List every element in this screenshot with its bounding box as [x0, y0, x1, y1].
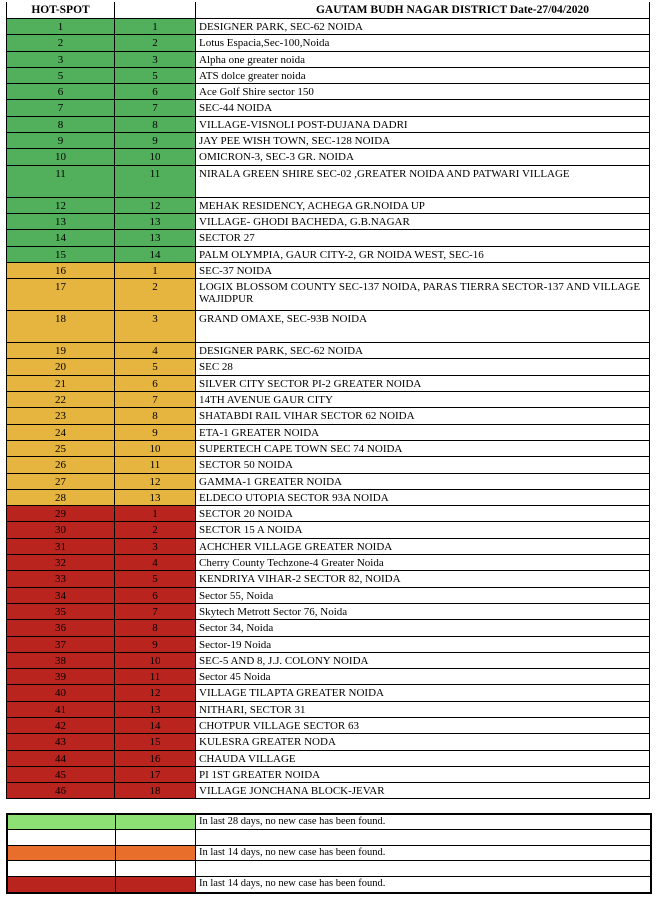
hotspot-number: 38	[6, 653, 114, 668]
hotspot-location: ACHCHER VILLAGE GREATER NOIDA	[195, 539, 650, 554]
hotspot-location: GAMMA-1 GREATER NOIDA	[195, 474, 650, 489]
hotspot-number: 24	[6, 425, 114, 440]
legend	[6, 813, 652, 894]
hotspot-location: JAY PEE WISH TOWN, SEC-128 NOIDA	[195, 133, 650, 148]
hotspot-number: 26	[6, 457, 114, 472]
table-row	[6, 457, 650, 473]
spacer-row	[6, 799, 650, 813]
zone-serial: 12	[114, 474, 195, 489]
zone-serial: 9	[114, 425, 195, 440]
hotspot-number: 31	[6, 539, 114, 554]
legend-swatch	[115, 846, 195, 860]
table-row	[6, 19, 650, 35]
hotspot-location: SEC-37 NOIDA	[195, 263, 650, 278]
table-body	[6, 19, 650, 813]
hotspot-location: SECTOR 27	[195, 230, 650, 245]
table-row	[6, 35, 650, 51]
legend-swatch	[115, 830, 195, 844]
legend-swatch	[115, 861, 195, 875]
hotspot-number: 18	[6, 311, 114, 342]
hotspot-location: CHAUDA VILLAGE	[195, 751, 650, 766]
legend-text: In last 14 days, no new case has been found.	[195, 846, 650, 860]
zone-serial: 2	[114, 522, 195, 537]
hotspot-number: 43	[6, 734, 114, 749]
table-row	[6, 52, 650, 68]
hotspot-number: 5	[6, 68, 114, 83]
table-row	[6, 343, 650, 359]
hotspot-number: 23	[6, 408, 114, 423]
table-row	[6, 425, 650, 441]
hotspot-number: 19	[6, 343, 114, 358]
hotspot-location: Sector-19 Noida	[195, 637, 650, 652]
table-row	[6, 84, 650, 100]
zone-serial: 2	[114, 35, 195, 50]
hotspot-location: VILLAGE JONCHANA BLOCK-JEVAR	[195, 783, 650, 798]
table-row	[6, 767, 650, 783]
hotspot-number: 37	[6, 637, 114, 652]
zone-serial: 13	[114, 702, 195, 717]
hotspot-location: SEC-44 NOIDA	[195, 100, 650, 115]
legend-text: In last 28 days, no new case has been found.	[195, 815, 650, 829]
hotspot-number: 2	[6, 35, 114, 50]
table-row	[6, 279, 650, 311]
table-row	[6, 506, 650, 522]
hotspot-number: 10	[6, 149, 114, 164]
legend-row	[8, 830, 650, 845]
zone-serial: 14	[114, 718, 195, 733]
zone-serial: 8	[114, 620, 195, 635]
table-header	[6, 2, 650, 19]
hotspot-location: Alpha one greater noida	[195, 52, 650, 67]
table-row	[6, 100, 650, 116]
legend-swatch	[8, 877, 115, 892]
hotspot-location: Sector 45 Noida	[195, 669, 650, 684]
zone-serial: 17	[114, 767, 195, 782]
table-row	[6, 68, 650, 84]
zone-serial: 13	[114, 490, 195, 505]
zone-serial: 9	[114, 637, 195, 652]
hotspot-location: VILLAGE TILAPTA GREATER NOIDA	[195, 685, 650, 700]
zone-serial: 11	[114, 457, 195, 472]
hotspot-number: 22	[6, 392, 114, 407]
header-zone-number	[114, 2, 195, 18]
zone-serial: 6	[114, 588, 195, 603]
table-row	[6, 490, 650, 506]
hotspot-location: ETA-1 GREATER NOIDA	[195, 425, 650, 440]
table-row	[6, 637, 650, 653]
hotspot-location: 14TH AVENUE GAUR CITY	[195, 392, 650, 407]
legend-swatch	[8, 846, 115, 860]
table-row	[6, 311, 650, 343]
hotspot-location: SUPERTECH CAPE TOWN SEC 74 NOIDA	[195, 441, 650, 456]
hotspot-number: 7	[6, 100, 114, 115]
hotspot-number: 44	[6, 751, 114, 766]
hotspot-location: SECTOR 15 A NOIDA	[195, 522, 650, 537]
table-row	[6, 133, 650, 149]
table-row	[6, 555, 650, 571]
zone-serial: 10	[114, 441, 195, 456]
hotspot-location: KULESRA GREATER NODA	[195, 734, 650, 749]
zone-serial: 11	[114, 669, 195, 684]
zone-serial: 2	[114, 279, 195, 310]
legend-swatch	[8, 830, 115, 844]
table-row	[6, 702, 650, 718]
table-row	[6, 522, 650, 538]
table-row	[6, 653, 650, 669]
hotspot-table	[6, 2, 650, 813]
zone-serial: 1	[114, 19, 195, 34]
table-row	[6, 198, 650, 214]
legend-swatch	[115, 877, 195, 892]
zone-serial: 12	[114, 685, 195, 700]
hotspot-location: PI 1ST GREATER NOIDA	[195, 767, 650, 782]
hotspot-number: 33	[6, 571, 114, 586]
hotspot-location: SEC-5 AND 8, J.J. COLONY NOIDA	[195, 653, 650, 668]
hotspot-location: NIRALA GREEN SHIRE SEC-02 ,GREATER NOIDA AND PATWARI VILLAGE	[195, 166, 650, 197]
legend-row	[8, 846, 650, 861]
table-row	[6, 604, 650, 620]
hotspot-number: 16	[6, 263, 114, 278]
hotspot-number: 3	[6, 52, 114, 67]
hotspot-location: VILLAGE- GHODI BACHEDA, G.B.NAGAR	[195, 214, 650, 229]
hotspot-location: DESIGNER PARK, SEC-62 NOIDA	[195, 343, 650, 358]
hotspot-location: ELDECO UTOPIA SECTOR 93A NOIDA	[195, 490, 650, 505]
zone-serial: 10	[114, 149, 195, 164]
table-row	[6, 571, 650, 587]
table-row	[6, 149, 650, 165]
hotspot-number: 27	[6, 474, 114, 489]
zone-serial: 10	[114, 653, 195, 668]
hotspot-number: 29	[6, 506, 114, 521]
zone-serial: 8	[114, 117, 195, 132]
zone-serial: 9	[114, 133, 195, 148]
legend-row	[8, 861, 650, 876]
hotspot-number: 14	[6, 230, 114, 245]
hotspot-location: SEC 28	[195, 359, 650, 374]
table-row	[6, 588, 650, 604]
table-row	[6, 359, 650, 375]
table-row	[6, 392, 650, 408]
hotspot-number: 15	[6, 247, 114, 262]
hotspot-number: 12	[6, 198, 114, 213]
table-row	[6, 685, 650, 701]
zone-serial: 5	[114, 571, 195, 586]
zone-serial: 4	[114, 343, 195, 358]
table-row	[6, 718, 650, 734]
hotspot-number: 17	[6, 279, 114, 310]
hotspot-number: 36	[6, 620, 114, 635]
zone-serial: 12	[114, 198, 195, 213]
hotspot-location: SILVER CITY SECTOR PI-2 GREATER NOIDA	[195, 376, 650, 391]
legend-swatch	[115, 815, 195, 829]
legend-text: In last 14 days, no new case has been found.	[195, 877, 650, 892]
zone-serial: 5	[114, 359, 195, 374]
table-row	[6, 247, 650, 263]
hotspot-location: Cherry County Techzone-4 Greater Noida	[195, 555, 650, 570]
table-row	[6, 751, 650, 767]
zone-serial: 7	[114, 100, 195, 115]
table-row	[6, 734, 650, 750]
table-row	[6, 408, 650, 424]
table-row	[6, 441, 650, 457]
legend-text	[195, 830, 650, 844]
hotspot-number: 46	[6, 783, 114, 798]
hotspot-location: KENDRIYA VIHAR-2 SECTOR 82, NOIDA	[195, 571, 650, 586]
table-row	[6, 376, 650, 392]
table-row	[6, 230, 650, 246]
zone-serial: 8	[114, 408, 195, 423]
zone-serial: 7	[114, 604, 195, 619]
hotspot-number: 40	[6, 685, 114, 700]
hotspot-location: MEHAK RESIDENCY, ACHEGA GR.NOIDA UP	[195, 198, 650, 213]
zone-serial: 15	[114, 734, 195, 749]
hotspot-location: Sector 34, Noida	[195, 620, 650, 635]
hotspot-number: 25	[6, 441, 114, 456]
table-row	[6, 783, 650, 799]
hotspot-location: PALM OLYMPIA, GAUR CITY-2, GR NOIDA WEST, SEC-16	[195, 247, 650, 262]
header-hotspot: HOT-SPOT	[6, 2, 114, 18]
hotspot-location: CHOTPUR VILLAGE SECTOR 63	[195, 718, 650, 733]
zone-serial: 13	[114, 214, 195, 229]
table-row	[6, 117, 650, 133]
hotspot-location: LOGIX BLOSSOM COUNTY SEC-137 NOIDA, PARAS TIERRA SECTOR-137 AND VILLAGE WAJIDPUR	[195, 279, 650, 310]
hotspot-number: 35	[6, 604, 114, 619]
zone-serial: 16	[114, 751, 195, 766]
zone-serial: 6	[114, 84, 195, 99]
hotspot-location: GRAND OMAXE, SEC-93B NOIDA	[195, 311, 650, 342]
table-row	[6, 539, 650, 555]
hotspot-location: Lotus Espacia,Sec-100,Noida	[195, 35, 650, 50]
hotspot-number: 20	[6, 359, 114, 374]
hotspot-number: 42	[6, 718, 114, 733]
legend-swatch	[8, 815, 115, 829]
hotspot-location: Skytech Metrott Sector 76, Noida	[195, 604, 650, 619]
legend-swatch	[8, 861, 115, 875]
hotspot-number: 28	[6, 490, 114, 505]
table-row	[6, 263, 650, 279]
table-row	[6, 669, 650, 685]
hotspot-location: Ace Golf Shire sector 150	[195, 84, 650, 99]
hotspot-number: 9	[6, 133, 114, 148]
hotspot-number: 21	[6, 376, 114, 391]
table-row	[6, 474, 650, 490]
page-title: GAUTAM BUDH NAGAR DISTRICT Date-27/04/2020	[195, 2, 650, 18]
hotspot-location: SECTOR 20 NOIDA	[195, 506, 650, 521]
table-row	[6, 620, 650, 636]
table-row	[6, 166, 650, 198]
legend-row	[8, 815, 650, 830]
hotspot-number: 11	[6, 166, 114, 197]
zone-serial: 7	[114, 392, 195, 407]
zone-serial: 14	[114, 247, 195, 262]
hotspot-number: 32	[6, 555, 114, 570]
hotspot-number: 39	[6, 669, 114, 684]
hotspot-number: 45	[6, 767, 114, 782]
zone-serial: 6	[114, 376, 195, 391]
zone-serial: 5	[114, 68, 195, 83]
zone-serial: 3	[114, 52, 195, 67]
zone-serial: 1	[114, 506, 195, 521]
zone-serial: 13	[114, 230, 195, 245]
hotspot-number: 30	[6, 522, 114, 537]
hotspot-number: 41	[6, 702, 114, 717]
hotspot-number: 34	[6, 588, 114, 603]
hotspot-location: OMICRON-3, SEC-3 GR. NOIDA	[195, 149, 650, 164]
hotspot-number: 6	[6, 84, 114, 99]
hotspot-location: DESIGNER PARK, SEC-62 NOIDA	[195, 19, 650, 34]
hotspot-number: 13	[6, 214, 114, 229]
legend-row	[8, 877, 650, 892]
hotspot-location: SECTOR 50 NOIDA	[195, 457, 650, 472]
hotspot-location: Sector 55, Noida	[195, 588, 650, 603]
zone-serial: 11	[114, 166, 195, 197]
table-row	[6, 214, 650, 230]
zone-serial: 3	[114, 539, 195, 554]
hotspot-location: VILLAGE-VISNOLI POST-DUJANA DADRI	[195, 117, 650, 132]
hotspot-location: ATS dolce greater noida	[195, 68, 650, 83]
zone-serial: 18	[114, 783, 195, 798]
hotspot-number: 8	[6, 117, 114, 132]
zone-serial: 1	[114, 263, 195, 278]
hotspot-location: SHATABDI RAIL VIHAR SECTOR 62 NOIDA	[195, 408, 650, 423]
legend-text	[195, 861, 650, 875]
zone-serial: 3	[114, 311, 195, 342]
hotspot-location: NITHARI, SECTOR 31	[195, 702, 650, 717]
hotspot-number: 1	[6, 19, 114, 34]
zone-serial: 4	[114, 555, 195, 570]
